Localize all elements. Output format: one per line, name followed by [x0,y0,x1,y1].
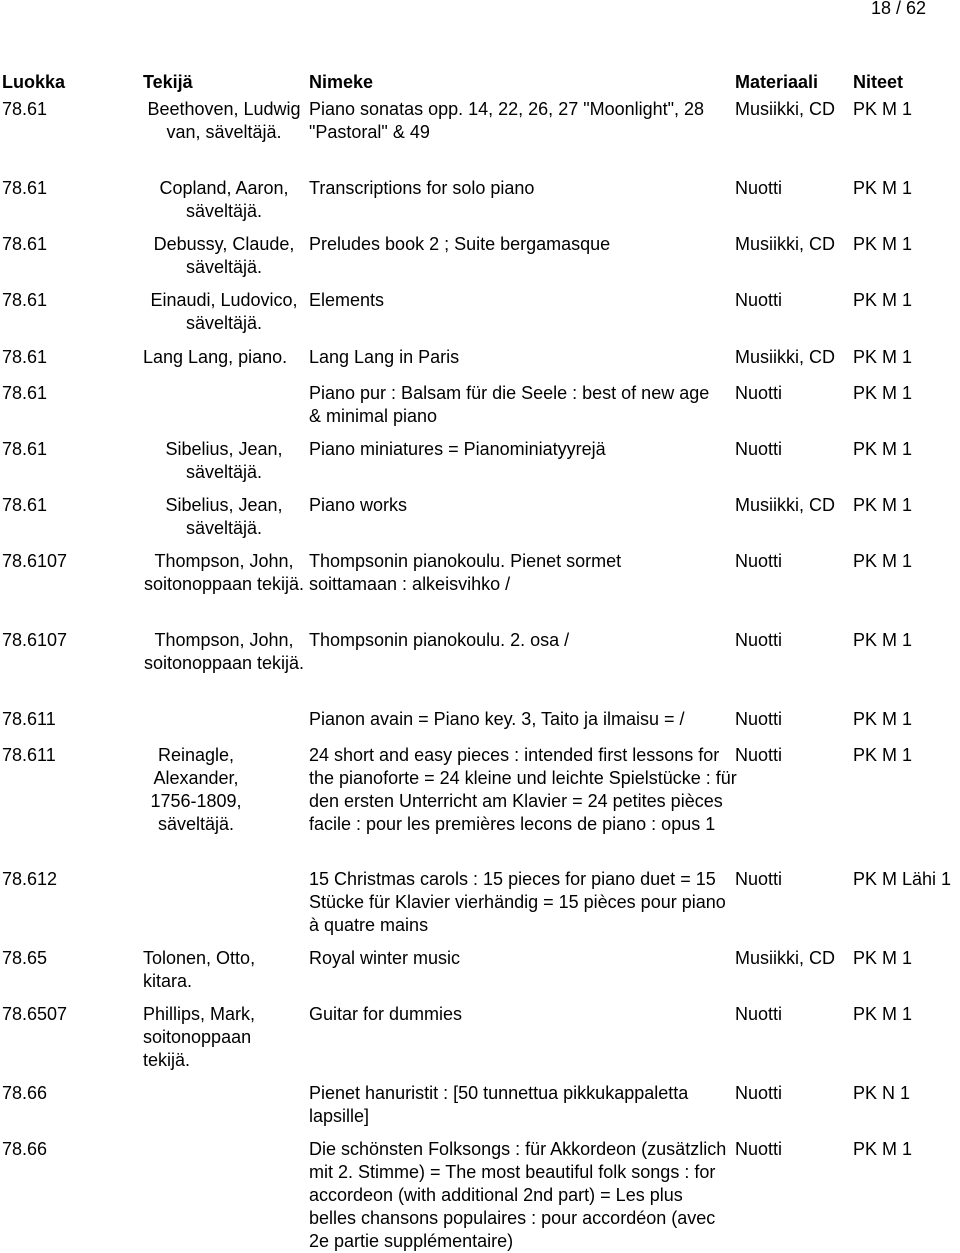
cell-nimeke: Piano sonatas opp. 14, 22, 26, 27 "Moonlight", 28 "Pastoral" & 49 [309,99,705,142]
cell-niteet: PK M 1 [853,178,913,198]
header-niteet: Niteet [853,72,904,92]
cell-materiaali: Nuotti [735,383,783,403]
cell-luokka: 78.61 [2,495,48,515]
cell-luokka: 78.61 [2,290,48,310]
cell-niteet: PK M 1 [853,551,913,571]
cell-nimeke: 15 Christmas carols : 15 pieces for piano duet = 15 Stücke für Klavier vierhändig = 15 pièces pour piano à quatre mains [309,869,726,935]
cell-niteet: PK M 1 [853,948,913,968]
cell-materiaali: Nuotti [735,439,783,459]
cell-niteet: PK M 1 [853,347,913,367]
cell-luokka: 78.66 [2,1139,48,1159]
header-tekija: Tekijä [143,72,193,92]
cell-nimeke: 24 short and easy pieces : intended first lessons for the pianoforte = 24 kleine und leichte Spielstücke : für den ersten Unterricht am Klavier = 24 petites pièces facile : pour les premières lecons de piano : opus 1 [309,745,737,834]
cell-nimeke: Guitar for dummies [309,1004,463,1024]
cell-tekija: Debussy, Claude, säveltäjä. [153,234,295,277]
cell-materiaali: Musiikki, CD [735,234,836,254]
cell-niteet: PK M Lähi 1 [853,869,952,889]
cell-materiaali: Nuotti [735,178,783,198]
cell-materiaali: Musiikki, CD [735,948,836,968]
cell-luokka: 78.611 [2,745,56,765]
cell-nimeke: Pianon avain = Piano key. 3, Taito ja ilmaisu = / [309,709,685,729]
cell-materiaali: Nuotti [735,745,783,765]
cell-tekija: Copland, Aaron, säveltäjä. [159,178,289,221]
cell-luokka: 78.6107 [2,551,68,571]
cell-tekija: Tolonen, Otto, kitara. [143,948,256,991]
header-materiaali: Materiaali [735,72,819,92]
cell-niteet: PK M 1 [853,1139,913,1159]
cell-materiaali: Nuotti [735,1004,783,1024]
cell-materiaali: Nuotti [735,869,783,889]
header-nimeke: Nimeke [309,72,374,92]
cell-materiaali: Nuotti [735,630,783,650]
cell-tekija: Thompson, John, soitonoppaan tekijä. [143,551,305,594]
cell-nimeke: Piano works [309,495,408,515]
cell-materiaali: Musiikki, CD [735,347,836,367]
cell-tekija: Phillips, Mark, soitonoppaan tekijä. [143,1004,256,1070]
cell-nimeke: Thompsonin pianokoulu. Pienet sormet soittamaan : alkeisvihko / [309,551,622,594]
cell-tekija: Einaudi, Ludovico, säveltäjä. [150,290,298,333]
cell-niteet: PK M 1 [853,1004,913,1024]
cell-tekija: Beethoven, Ludwig van, säveltäjä. [147,99,301,142]
cell-niteet: PK M 1 [853,383,913,403]
cell-niteet: PK M 1 [853,99,913,119]
cell-niteet: PK N 1 [853,1083,911,1103]
cell-luokka: 78.66 [2,1083,48,1103]
page-number: 18 / 62 [870,0,926,18]
cell-luokka: 78.61 [2,347,48,367]
cell-luokka: 78.611 [2,709,56,729]
cell-luokka: 78.61 [2,439,48,459]
cell-tekija: Sibelius, Jean, säveltäjä. [165,439,283,482]
cell-luokka: 78.61 [2,383,48,403]
cell-luokka: 78.61 [2,234,48,254]
cell-materiaali: Nuotti [735,551,783,571]
cell-luokka: 78.612 [2,869,58,889]
cell-materiaali: Musiikki, CD [735,99,836,119]
cell-niteet: PK M 1 [853,439,913,459]
cell-luokka: 78.6107 [2,630,68,650]
cell-nimeke: Pienet hanuristit : [50 tunnettua pikkukappaletta lapsille] [309,1083,689,1126]
cell-materiaali: Musiikki, CD [735,495,836,515]
cell-niteet: PK M 1 [853,234,913,254]
cell-niteet: PK M 1 [853,630,913,650]
cell-materiaali: Nuotti [735,290,783,310]
cell-niteet: PK M 1 [853,709,913,729]
cell-luokka: 78.6507 [2,1004,68,1024]
cell-luokka: 78.61 [2,178,48,198]
cell-tekija: Lang Lang, piano. [143,347,288,367]
cell-nimeke: Lang Lang in Paris [309,347,460,367]
cell-luokka: 78.61 [2,99,48,119]
cell-nimeke: Preludes book 2 ; Suite bergamasque [309,234,611,254]
cell-luokka: 78.65 [2,948,48,968]
cell-nimeke: Royal winter music [309,948,461,968]
cell-nimeke: Die schönsten Folksongs : für Akkordeon (zusätzlich mit 2. Stimme) = The most beautiful folk songs : for accordeon (with additional 2nd part) = Les plus belles chansons populaires : pour accordéon (avec 2e partie supplémentaire) [309,1139,727,1251]
cell-tekija: Sibelius, Jean, säveltäjä. [165,495,283,538]
cell-niteet: PK M 1 [853,495,913,515]
cell-niteet: PK M 1 [853,290,913,310]
cell-nimeke: Piano miniatures = Pianominiatyyrejä [309,439,606,459]
cell-nimeke: Piano pur : Balsam für die Seele : best of new age & minimal piano [309,383,710,426]
cell-nimeke: Elements [309,290,385,310]
cell-tekija: Thompson, John, soitonoppaan tekijä. [143,630,305,673]
cell-nimeke: Transcriptions for solo piano [309,178,535,198]
cell-materiaali: Nuotti [735,1139,783,1159]
cell-materiaali: Nuotti [735,709,783,729]
cell-tekija: Reinagle, Alexander, 1756-1809, säveltäjä. [150,745,242,834]
cell-materiaali: Nuotti [735,1083,783,1103]
cell-nimeke: Thompsonin pianokoulu. 2. osa / [309,630,570,650]
header-luokka: Luokka [2,72,66,92]
cell-niteet: PK M 1 [853,745,913,765]
